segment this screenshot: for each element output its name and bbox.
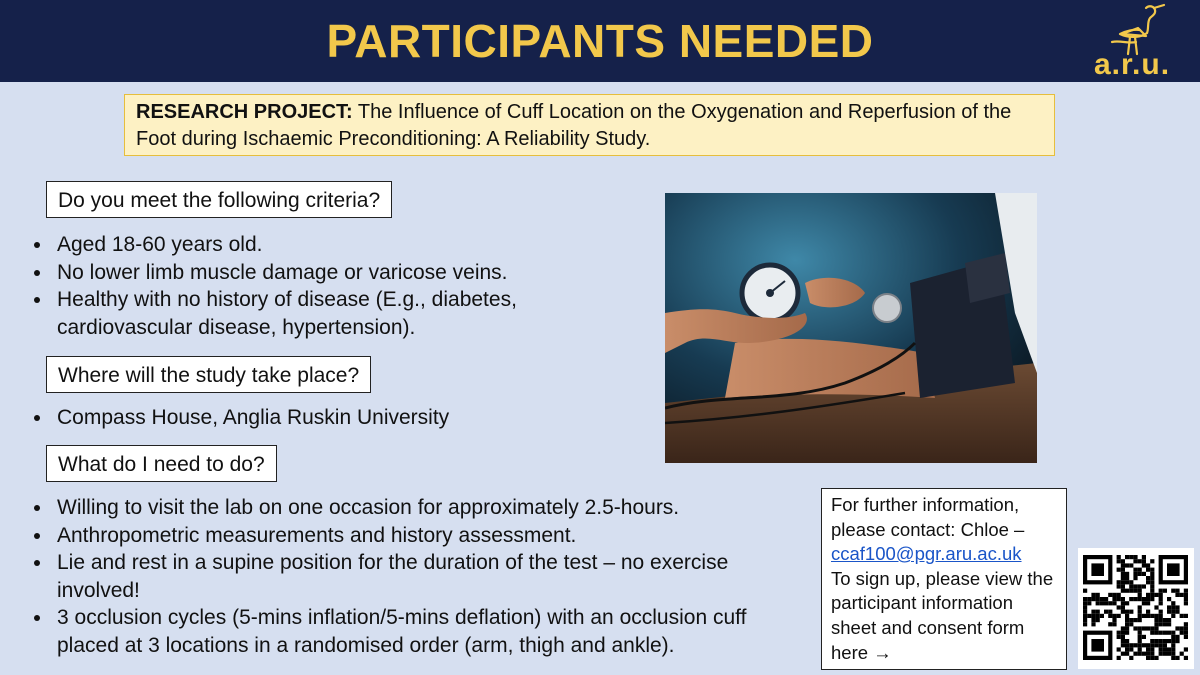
location-list <box>30 404 630 432</box>
list-item: Lie and rest in a supine position for the duration of the test – no exercise involved! <box>30 549 790 604</box>
page-title: PARTICIPANTS NEEDED <box>326 15 874 67</box>
list-item: Healthy with no history of disease (E.g., diabetes, cardiovascular disease, hypertension). <box>30 286 630 341</box>
tasks-heading: What do I need to do? <box>46 445 277 482</box>
project-title: The Influence of Cuff Location on the Oxygenation and Reperfusion of the Foot during Ischaemic Preconditioning: A Reliability Study. <box>136 101 1012 150</box>
criteria-list <box>30 231 630 341</box>
logo-text: a.r.u. <box>1094 48 1171 81</box>
list-item: Willing to visit the lab on one occasion for approximately 2.5-hours. <box>30 494 790 522</box>
tasks-list <box>30 494 790 659</box>
research-project-box <box>124 94 1055 156</box>
contact-box <box>821 488 1067 670</box>
blood-pressure-photo <box>665 193 1037 463</box>
contact-text: For further information, please contact: Chloe – <box>831 494 1025 540</box>
qr-code[interactable] <box>1078 548 1194 669</box>
header-banner <box>0 0 1200 82</box>
list-item: No lower limb muscle damage or varicose veins. <box>30 259 630 287</box>
aru-logo <box>1080 2 1192 80</box>
signup-text: To sign up, please view the participant information sheet and consent form here → <box>831 567 1054 663</box>
list-item: Anthropometric measurements and history assessment. <box>30 522 790 550</box>
list-item: Compass House, Anglia Ruskin University <box>30 404 630 432</box>
project-label: RESEARCH PROJECT: <box>136 101 353 123</box>
location-heading: Where will the study take place? <box>46 356 371 393</box>
contact-email-link[interactable]: ccaf100@pgr.aru.ac.uk <box>831 543 1022 565</box>
criteria-heading: Do you meet the following criteria? <box>46 181 392 218</box>
list-item: 3 occlusion cycles (5-mins inflation/5-mins deflation) with an occlusion cuff placed at 3 locations in a randomised order (arm, thigh and ankle). <box>30 604 790 659</box>
list-item: Aged 18-60 years old. <box>30 231 630 259</box>
